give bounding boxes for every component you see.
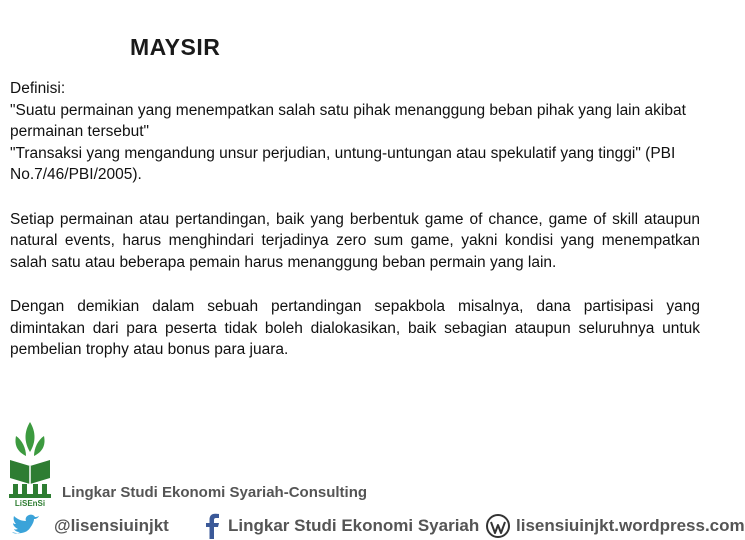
logo-text: LiSEnSi	[14, 499, 46, 508]
facebook-page-name: Lingkar Studi Ekonomi Syariah	[228, 516, 480, 535]
facebook-link[interactable]	[202, 514, 479, 538]
paragraph-1: Setiap permainan atau pertandingan, baik yang berbentuk game of chance, game of skill ataupun natural events, harus menghindari terjadinya zero sum game, yakni kondisi yang menempatkan salah satu atau beberapa pemain harus menanggung beban permain yang lain.	[10, 210, 700, 271]
facebook-icon	[202, 513, 222, 539]
lisensi-logo-icon	[4, 418, 56, 514]
wordpress-icon	[486, 514, 510, 538]
twitter-link[interactable]	[8, 514, 169, 538]
definition-quote-2: "Transaksi yang mengandung unsur perjudian, untung-untungan atau spekulatif yang tinggi" (PBI No.7/46/PBI/2005).	[10, 144, 676, 183]
paragraph-2: Dengan demikian dalam sebuah pertandingan sepakbola misalnya, dana partisipasi yang dimintakan dari para peserta tidak boleh dialokasikan, baik sebagian ataupun seluruhnya untuk pembelian trophy atau bonus para juara.	[10, 298, 700, 358]
wordpress-url: lisensiuinjkt.wordpress.com	[516, 516, 745, 535]
slide-body	[10, 78, 700, 361]
slide-title: MAYSIR	[130, 34, 221, 60]
footer	[0, 510, 745, 540]
organization-name: Lingkar Studi Ekonomi Syariah-Consulting	[62, 484, 368, 501]
definition-quote-1: "Suatu permainan yang menempatkan salah satu pihak menanggung beban pihak yang lain akibat permainan tersebut"	[10, 101, 686, 140]
twitter-handle: @lisensiuinjkt	[54, 516, 169, 535]
definition-label: Definisi:	[10, 80, 66, 97]
wordpress-link[interactable]	[486, 514, 745, 538]
twitter-icon	[8, 514, 48, 538]
